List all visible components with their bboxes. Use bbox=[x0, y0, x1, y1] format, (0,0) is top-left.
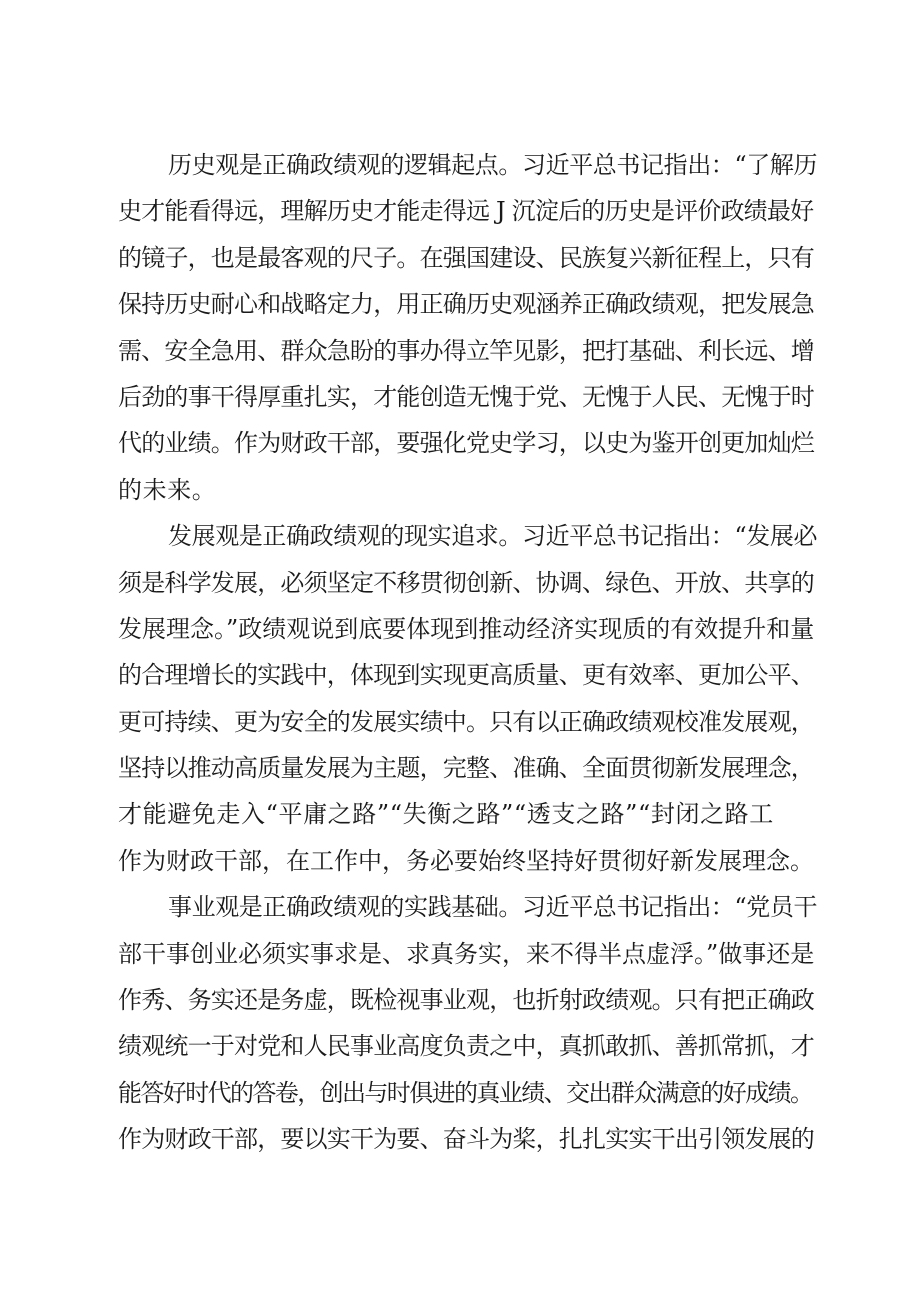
text-line: 作为财政干部，在工作中，务必要始终坚持好贯彻好新发展理念。 bbox=[118, 846, 814, 875]
paragraph-development-view bbox=[118, 513, 818, 884]
text-line: 需、安全急用、群众急盼的事办得立竿见影，把打基础、利长远、增 bbox=[118, 336, 814, 365]
text-line: 的镜子，也是最客观的尺子。在强国建设、民族复兴新征程上，只有 bbox=[118, 243, 814, 272]
text-line: 更可持续、更为安全的发展实绩中。只有以正确政绩观校准发展观， bbox=[118, 707, 814, 736]
text-line: 须是科学发展，必须坚定不移贯彻创新、协调、绿色、开放、共享的 bbox=[118, 568, 814, 597]
text-line: 部干事创业必须实事求是、求真务实，来不得半点虚浮。”做事还是 bbox=[118, 939, 815, 968]
text-line: 的未来。 bbox=[118, 475, 217, 504]
text-line: 作秀、务实还是务虚，既检视事业观，也折射政绩观。只有把正确政 bbox=[118, 986, 814, 1015]
text-line: 发展观是正确政绩观的现实追求。习近平总书记指出：“发展必 bbox=[168, 522, 818, 551]
document-body bbox=[118, 142, 818, 1163]
text-line: 才能避免走入“平庸之路”“失衡之路”“透支之路”“封闭之路工 bbox=[118, 800, 774, 829]
text-line: 的合理增长的实践中，体现到实现更高质量、更有效率、更加公平、 bbox=[118, 661, 814, 690]
text-line: 后劲的事干得厚重扎实，才能创造无愧于党、无愧于人民、无愧于时 bbox=[118, 382, 814, 411]
text-line: 历史观是正确政绩观的逻辑起点。习近平总书记指出：“了解历 bbox=[168, 151, 818, 179]
text-line: 能答好时代的答卷，创出与时俱进的真业绩、交出群众满意的好成绩。 bbox=[118, 1078, 813, 1107]
text-line: 发展理念。”政绩观说到底要体现到推动经济实现质的有效提升和量 bbox=[118, 614, 815, 643]
text-line: 保持历史耐心和战略定力，用正确历史观涵养正确政绩观，把发展急 bbox=[118, 290, 814, 319]
text-line: 事业观是正确政绩观的实践基础。习近平总书记指出：“党员干 bbox=[168, 893, 818, 922]
paragraph-history-view bbox=[118, 142, 818, 513]
text-line: 作为财政干部，要以实干为要、奋斗为桨，扎扎实实干出引领发展的 bbox=[118, 1125, 814, 1154]
text-line: 史才能看得远，理解历史才能走得远 J 沉淀后的历史是评价政绩最好 bbox=[118, 197, 814, 226]
text-line: 坚持以推动高质量发展为主题，完整、准确、全面贯彻新发展理念， bbox=[118, 754, 814, 783]
text-line: 代的业绩。作为财政干部，要强化党史学习，以史为鉴开创更加灿烂 bbox=[118, 429, 814, 458]
text-line: 绩观统一于对党和人民事业高度负责之中，真抓敢抓、善抓常抓，才 bbox=[118, 1032, 814, 1061]
paragraph-career-view bbox=[118, 884, 818, 1162]
